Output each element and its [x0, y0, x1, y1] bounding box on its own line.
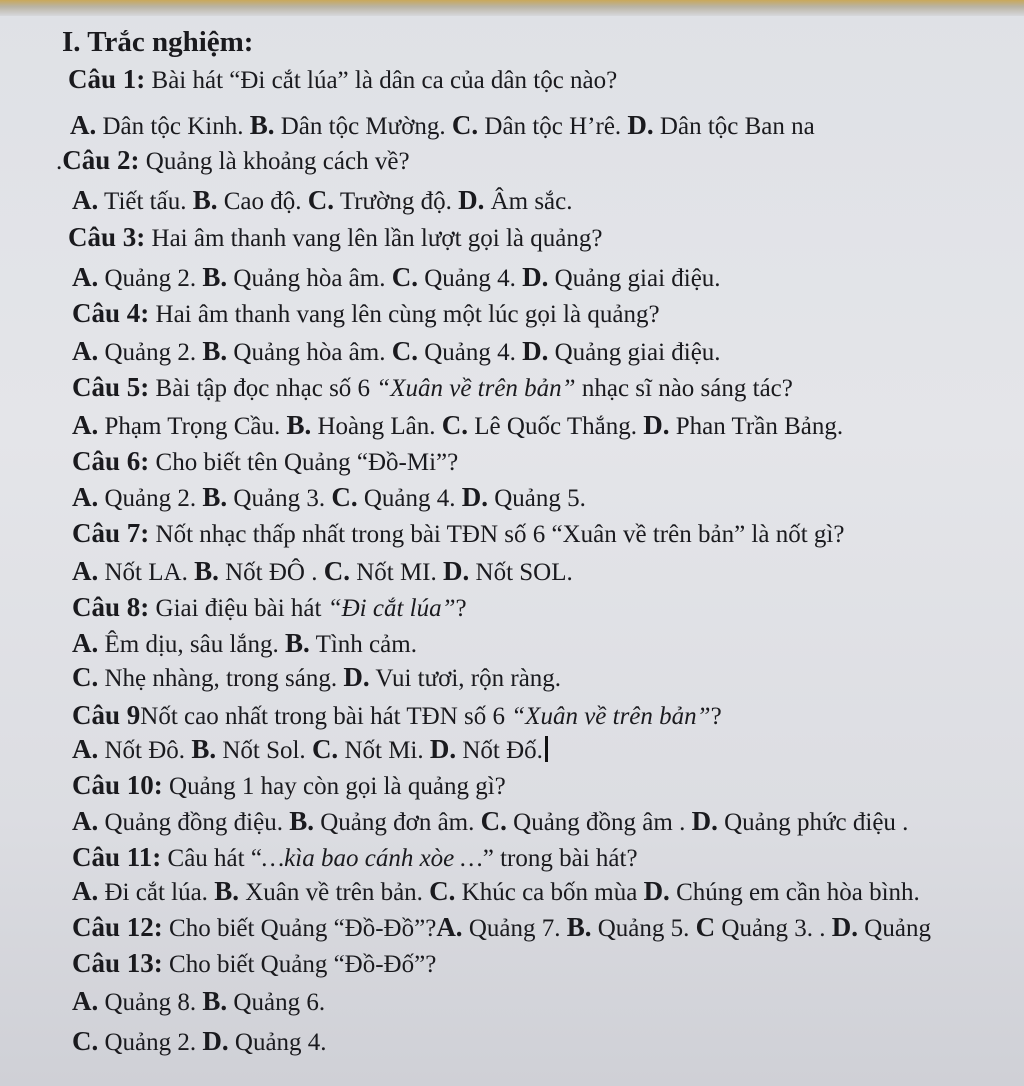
question-text-tail: nhạc sĩ nào sáng tác?: [575, 375, 793, 402]
question-text: Hai âm thanh vang lên cùng một lúc gọi là quảng?: [149, 301, 660, 328]
options-line: [72, 806, 908, 837]
option-text: Êm dịu, sâu lắng.: [98, 631, 286, 658]
question-line: [72, 518, 844, 549]
options-line: [72, 262, 721, 293]
option-text: Phạm Trọng Cầu.: [98, 413, 287, 440]
options-line: [72, 185, 573, 216]
option-letter: D.: [627, 110, 654, 140]
option-letter: C.: [331, 482, 358, 512]
options-line: [72, 482, 586, 513]
question-text: Bài tập đọc nhạc số 6: [149, 375, 377, 402]
option-letter: C.: [391, 336, 418, 366]
option-text: Nốt LA.: [98, 559, 195, 586]
question-text: Quảng 1 hay còn gọi là quảng gì?: [162, 773, 506, 800]
option-text: Phan Trần Bảng.: [669, 413, 844, 440]
leading-dot: .: [56, 148, 63, 175]
option-letter: D.: [831, 912, 859, 942]
option-letter: D.: [458, 185, 485, 215]
question-number: Câu 2:: [62, 145, 140, 175]
option-letter: C.: [429, 876, 456, 906]
option-letter: A.: [72, 734, 99, 764]
question-text: Cho biết Quảng “Đồ-Đố”?: [162, 951, 437, 978]
option-letter: D.: [461, 482, 488, 512]
option-text: Nốt Sol.: [216, 737, 312, 764]
option-text: Tình cảm.: [309, 631, 417, 658]
question-line: [72, 372, 793, 403]
option-text: Nốt Đố.: [456, 737, 543, 764]
option-text: Quảng 2.: [98, 339, 203, 366]
question-text: Cho biết Quảng “Đồ-Đồ”?: [162, 915, 437, 942]
option-text: Quảng giai điệu.: [548, 265, 721, 292]
option-text: Nốt Mi.: [338, 737, 430, 764]
option-letter: B.: [286, 410, 312, 440]
question-number: Câu 4:: [72, 298, 150, 328]
option-text: Dân tộc Ban na: [653, 113, 815, 140]
option-letter: D.: [202, 1026, 229, 1056]
option-letter: A.: [72, 336, 99, 366]
question-number: Câu 10:: [72, 770, 163, 800]
question-line: [72, 842, 638, 873]
option-text: Dân tộc H’rê.: [478, 113, 628, 140]
option-letter: D.: [522, 262, 549, 292]
option-text: Quảng đồng điệu.: [98, 809, 290, 836]
option-letter: B.: [249, 110, 275, 140]
option-letter: D.: [643, 876, 670, 906]
option-letter: D.: [443, 556, 470, 586]
option-text: Quảng 8.: [98, 989, 203, 1016]
options-line: [72, 662, 561, 693]
question-text: Hai âm thanh vang lên lần lượt gọi là quảng?: [145, 225, 603, 252]
question-line: [56, 145, 410, 176]
option-letter: B.: [192, 185, 218, 215]
question-text-tail: ?: [455, 595, 467, 622]
option-text: Tiết tấu.: [98, 188, 193, 215]
question-text: Quảng là khoảng cách về?: [139, 148, 410, 175]
option-text: Quảng 5.: [487, 485, 586, 512]
question-italic-text: …kìa bao cánh xòe …: [261, 845, 483, 872]
option-letter: C.: [451, 110, 479, 140]
question-text: Bài hát “Đi cắt lúa” là dân ca của dân tộc nào?: [145, 67, 618, 94]
question-number: Câu 13:: [72, 948, 163, 978]
option-text: Quảng 3. .: [715, 915, 832, 942]
options-line: [72, 628, 417, 659]
option-letter: B.: [202, 986, 228, 1016]
question-text: Nốt cao nhất trong bài hát TĐN số 6: [140, 703, 512, 730]
option-text: Khúc ca bốn mùa: [455, 879, 644, 906]
option-text: Quảng đồng âm .: [506, 809, 692, 836]
option-letter: C.: [480, 806, 507, 836]
option-letter: C: [695, 912, 716, 942]
option-text: Quảng 4.: [357, 485, 462, 512]
option-letter: B.: [191, 734, 217, 764]
question-number: Câu 11:: [72, 842, 162, 872]
option-text: Cao độ.: [217, 188, 308, 215]
question-text: Câu hát “: [161, 845, 262, 872]
options-line: [72, 336, 721, 367]
option-letter: A.: [72, 185, 99, 215]
option-text: Quảng phức điệu .: [717, 809, 909, 836]
options-line: [72, 1026, 327, 1057]
option-letter: A.: [72, 806, 99, 836]
option-text: Quảng giai điệu.: [548, 339, 721, 366]
option-text: Âm sắc.: [484, 188, 573, 215]
question-italic-text: “Xuân về trên bản”: [376, 375, 576, 402]
option-text: Đi cắt lúa.: [98, 879, 215, 906]
option-text: Quảng 2.: [98, 265, 203, 292]
option-letter: A.: [72, 556, 99, 586]
options-line: [70, 110, 815, 141]
question-number: Câu 6:: [72, 446, 150, 476]
question-text: Cho biết tên Quảng “Đồ-Mi”?: [149, 449, 459, 476]
question-line: [72, 592, 467, 623]
option-text: Quảng 4.: [417, 339, 523, 366]
option-letter: B.: [285, 628, 310, 658]
option-letter: C.: [307, 185, 335, 215]
options-line: [72, 410, 843, 441]
option-letter: D.: [522, 336, 549, 366]
options-line: [72, 734, 548, 765]
option-text: Nốt ĐÔ .: [218, 559, 324, 586]
text-cursor: [545, 736, 548, 762]
option-letter: A.: [72, 876, 99, 906]
option-letter: B.: [202, 262, 228, 292]
question-number: Câu 3:: [68, 222, 146, 252]
option-text: Quảng 3.: [227, 485, 332, 512]
option-text: Quảng 6.: [227, 989, 326, 1016]
option-letter: C.: [72, 1026, 99, 1056]
option-letter: D.: [691, 806, 718, 836]
option-letter: A.: [72, 482, 99, 512]
question-line: [68, 222, 602, 253]
option-text: Quảng hòa âm.: [227, 339, 392, 366]
option-letter: B.: [566, 912, 592, 942]
option-letter: C.: [311, 734, 339, 764]
section-title: I. Trắc nghiệm:: [62, 26, 254, 58]
question-line: [72, 948, 436, 979]
option-letter: A.: [72, 410, 99, 440]
option-text: Trường độ.: [334, 188, 459, 215]
option-letter: D.: [343, 662, 370, 692]
option-text: Nốt SOL.: [469, 559, 573, 586]
option-letter: A.: [72, 986, 99, 1016]
option-letter: A.: [72, 628, 99, 658]
option-letter: C.: [323, 556, 350, 586]
options-line: [72, 556, 573, 587]
option-text: Chúng em cần hòa bình.: [669, 879, 920, 906]
question-number: Câu 7:: [72, 518, 150, 548]
option-text: Dân tộc Kinh.: [96, 113, 250, 140]
option-text: Quảng hòa âm.: [227, 265, 392, 292]
options-line: [72, 986, 325, 1017]
question-number: Câu 8:: [72, 592, 150, 622]
question-line: [72, 446, 458, 477]
option-letter: C.: [391, 262, 418, 292]
option-text: Hoàng Lân.: [311, 413, 442, 440]
option-letter: A.: [72, 262, 99, 292]
question-text-tail: ” trong bài hát?: [482, 845, 638, 872]
option-letter: B.: [214, 876, 239, 906]
question-line: [72, 912, 931, 943]
option-text: Quảng 2.: [98, 1029, 203, 1056]
question-line: [72, 700, 722, 731]
option-letter: B.: [202, 336, 228, 366]
option-text: Quảng 5.: [591, 915, 696, 942]
option-letter: B.: [194, 556, 219, 586]
question-text: Giai điệu bài hát: [149, 595, 328, 622]
question-text-tail: ?: [710, 703, 722, 730]
option-text: Lê Quốc Thắng.: [468, 413, 644, 440]
option-letter: D.: [643, 410, 670, 440]
question-number: Câu 12:: [72, 912, 163, 942]
option-text: Xuân về trên bản.: [238, 879, 430, 906]
option-letter: B.: [289, 806, 314, 836]
option-letter: C.: [72, 662, 99, 692]
option-letter: A.: [436, 912, 463, 942]
question-italic-text: “Xuân về trên bản”: [511, 703, 711, 730]
option-text: Dân tộc Mường.: [274, 113, 452, 140]
question-line: [72, 298, 660, 329]
option-text: Quảng: [858, 915, 931, 942]
option-text: Nốt Đô.: [98, 737, 192, 764]
question-line: [72, 770, 506, 801]
question-text: Nốt nhạc thấp nhất trong bài TĐN số 6 “Xuân về trên bản” là nốt gì?: [149, 521, 845, 548]
option-text: Quảng đơn âm.: [313, 809, 481, 836]
option-text: Quảng 7.: [462, 915, 567, 942]
option-text: Nốt MI.: [349, 559, 444, 586]
option-letter: D.: [429, 734, 457, 764]
option-letter: C.: [441, 410, 469, 440]
question-italic-text: “Đi cắt lúa”: [327, 595, 456, 622]
option-text: Quảng 2.: [98, 485, 203, 512]
options-line: [72, 876, 920, 907]
option-text: Vui tươi, rộn ràng.: [369, 665, 562, 692]
question-line: [68, 64, 617, 95]
option-text: Quảng 4.: [417, 265, 523, 292]
option-letter: B.: [202, 482, 228, 512]
question-number: Câu 5:: [72, 372, 150, 402]
question-number: Câu 1:: [68, 64, 146, 94]
option-text: Nhẹ nhàng, trong sáng.: [98, 665, 344, 692]
question-number: Câu 9: [72, 700, 141, 730]
option-letter: A.: [70, 110, 97, 140]
option-text: Quảng 4.: [228, 1029, 327, 1056]
